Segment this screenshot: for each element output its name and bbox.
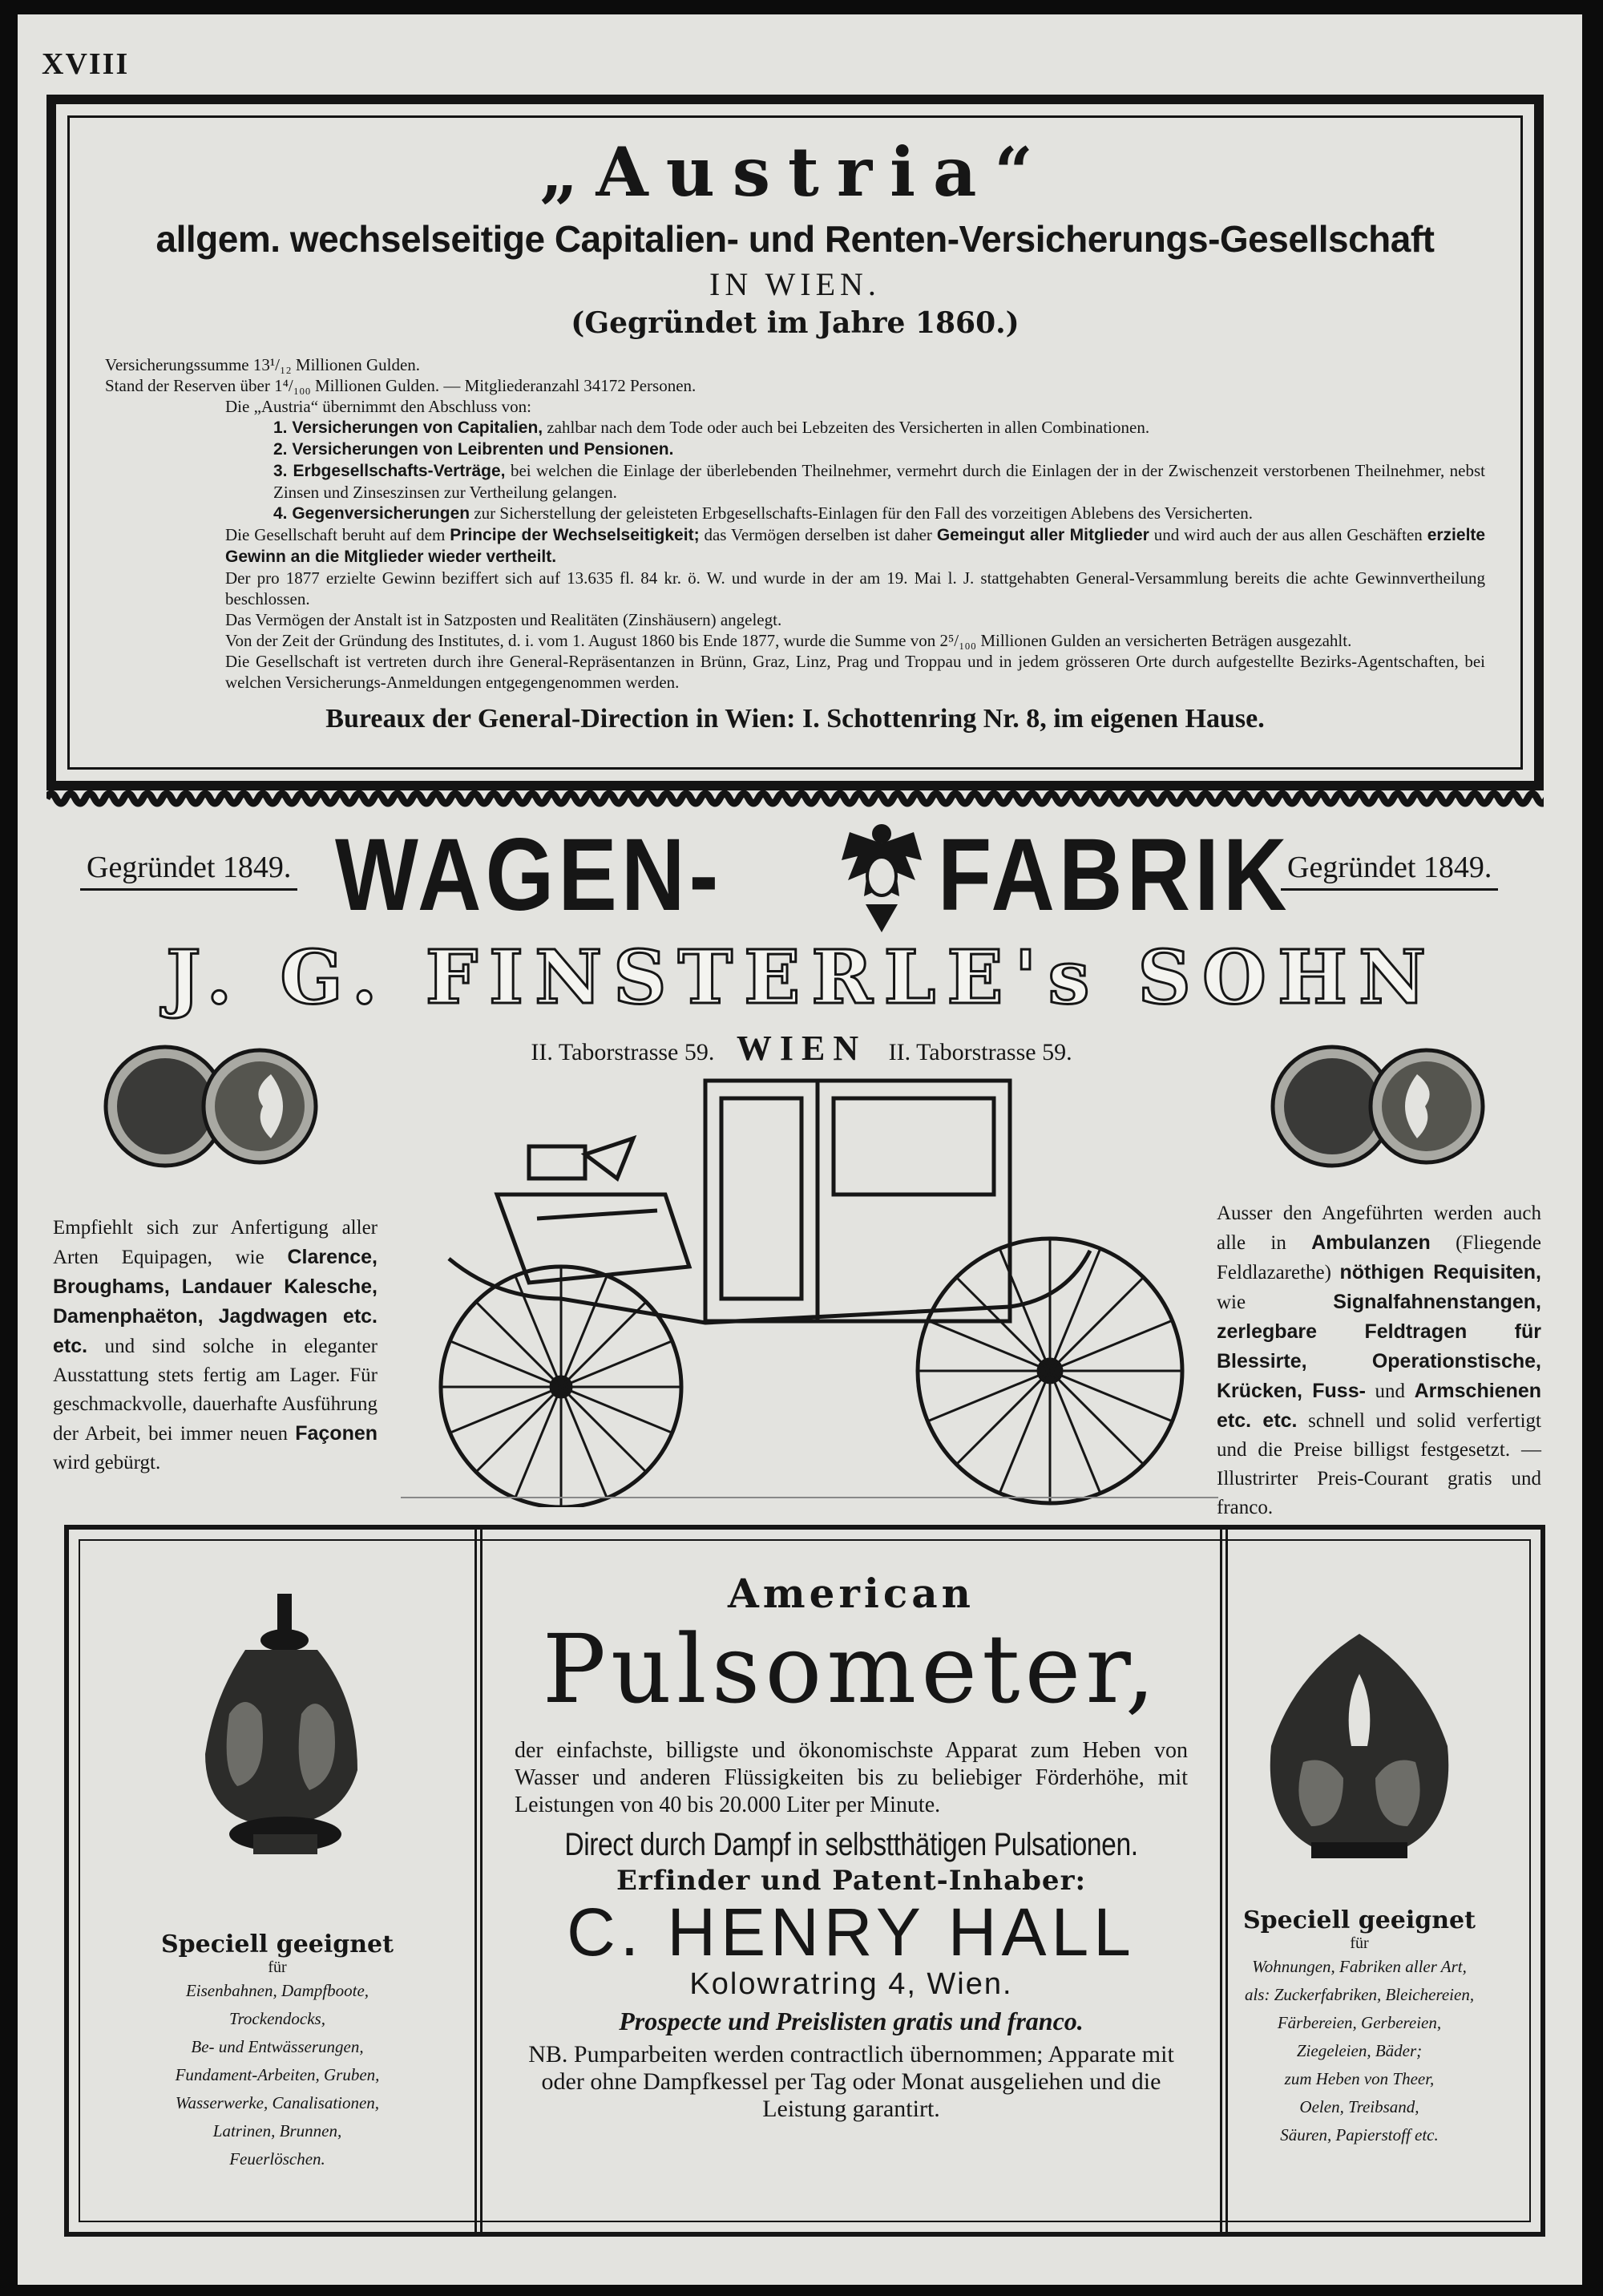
left-text-1: Empfiehlt sich zur Anfertigung aller Arten Equipagen, wie (53, 1217, 378, 1268)
double-eagle-emblem (834, 816, 930, 936)
city-wien: WIEN (736, 1029, 867, 1068)
austria-body (105, 354, 1485, 693)
austria-item-3-head: 3. Erbgesellschafts-Verträge, (273, 462, 506, 480)
austria-para-a-mid: das Vermögen derselben ist daher (704, 525, 932, 544)
pulsometer-pump-right-illustration (1247, 1626, 1472, 1866)
pulsometer-pump-left-illustration (181, 1594, 390, 1858)
right-bold-3: Signalfahnenstangen, zerlegbare Feldtragen für Blessirte, Operationstische, Krücken, Fuss- (1217, 1291, 1541, 1402)
right-bold-4: Armschienen etc. etc. (1217, 1380, 1542, 1432)
austria-line-3: Die „Austria“ übernimmt den Abschluss von: (225, 397, 532, 416)
founded-label-left: Gegründet 1849. (80, 850, 297, 891)
pulsometer-prospecte: Prospecte und Preislisten gratis und franco. (619, 2007, 1084, 2036)
right-use-7: Säuren, Papierstoff etc. (1280, 2125, 1439, 2144)
pulsometer-center-panel (474, 1530, 1228, 2232)
left-text-3: Für geschmackvolle, dauerhafte Ausführung der Arbeit, bei immer neuen (53, 1364, 378, 1445)
austria-bureau-address: Bureaux der General-Direction in Wien: I. Schottenring Nr. 8, im eigenen Hause. (325, 704, 1265, 734)
austria-para-a-text: Die Gesellschaft beruht auf dem (225, 525, 446, 544)
austria-founded: (Gegründet im Jahre 1860.) (571, 306, 1020, 340)
left-use-4: Fundament-Arbeiten, Gruben, (175, 2065, 380, 2084)
right-use-2: als: Zuckerfabriken, Bleichereien, (1244, 1985, 1475, 2004)
carriage-illustration (401, 1058, 1218, 1507)
austria-paragraph-d: Von der Zeit der Gründung des Institutes, d. i. vom 1. August 1860 bis Ende 1877, wurde die Summe von 2⁵/₁₀₀ Millionen Gulden an versicherten Beträgen ausgezahlt. (225, 631, 1352, 650)
austria-paragraph-a (105, 524, 1485, 568)
pulsometer-title: Pulsometer, (542, 1614, 1161, 1724)
austria-name: „Austria“ (539, 132, 1051, 212)
right-speciell-heading: Speciell geeignet (1243, 1906, 1476, 1934)
right-text-3: wie (1217, 1292, 1246, 1313)
right-use-5: zum Heben von Theer, (1284, 2069, 1435, 2088)
left-bold-1: Clarence, Broughams, Landauer Kalesche, Damenphaëton, Jagdwagen etc. etc. (53, 1246, 378, 1357)
founded-label-right: Gegründet 1849. (1281, 850, 1498, 891)
pulsometer-american: American (727, 1570, 975, 1617)
austria-item-3-text: bei welchen die Einlage der überlebenden Theilnehmer, vermehrt durch die Einlagen der in der Zwischenzeit verstorbenen Theilnehmer, nebst Zinsen und Zinseszinsen zur Vertheilung gelangen. (273, 461, 1486, 502)
left-fuer: für (268, 1958, 287, 1976)
austria-item-1-head: 1. Versicherungen von Capitalien, (273, 418, 543, 437)
austria-line-2: Stand der Reserven über 1⁴/₁₀₀ Millionen Gulden. — Mitgliederanzahl 34172 Personen. (105, 376, 697, 395)
austria-item-1 (105, 417, 1485, 439)
austria-item-4 (105, 503, 1485, 524)
pulsometer-advertisement (64, 1525, 1545, 2237)
austria-advertisement (46, 95, 1544, 790)
wavy-divider (46, 789, 1544, 808)
left-use-6: Latrinen, Brunnen, (212, 2121, 342, 2140)
right-text-4: und (1375, 1380, 1406, 1402)
pulsometer-left-uses (109, 1930, 446, 2173)
right-text-1: Ausser den Angeführten werden auch alle in (1217, 1203, 1541, 1254)
austria-item-2-head: 2. Versicherungen von Leibrenten und Pensionen. (273, 440, 674, 459)
austria-para-a-bold-1: Principe der Wechselseitigkeit; (450, 526, 700, 544)
austria-item-3 (105, 460, 1485, 503)
austria-item-1-text: zahlbar nach dem Tode oder auch bei Lebzeiten des Versicherten in allen Combinationen. (547, 418, 1150, 437)
award-medals-right (1270, 1034, 1486, 1178)
left-use-5: Wasserwerke, Canalisationen, (175, 2093, 380, 2112)
right-text-2: (Fliegende Feldlazarethe) (1217, 1232, 1542, 1283)
fabrik-title: FABRIK (938, 818, 1291, 932)
pulsometer-right-uses (1191, 1906, 1528, 2149)
pulsometer-inventor-label: Erfinder und Patent-Inhaber: (616, 1865, 1087, 1897)
right-bold-1: Ambulanzen (1311, 1231, 1431, 1254)
award-medals-left (103, 1034, 319, 1178)
pulsometer-address: Kolowratring 4, Wien. (689, 1967, 1013, 2002)
left-text-2: und sind solche in eleganter Ausstattung stets fertig am Lager. (53, 1336, 378, 1386)
austria-para-a-bold-2: Gemeingut aller Mitglieder (936, 526, 1149, 544)
address-right: II. Taborstrasse 59. (888, 1039, 1072, 1065)
right-fuer: für (1350, 1934, 1369, 1952)
pulsometer-description: der einfachste, billigste und ökonomischste Apparat zum Heben von Wasser und anderen Flüssigkeiten bis zu beliebiger Förderhöhe, mit Leistungen von 40 bis 20.000 Liter per Minute. (515, 1738, 1188, 1817)
austria-line-1: Versicherungssumme 13¹/₁₂ Millionen Gulden. (105, 355, 421, 374)
page-number: XVIII (42, 47, 130, 81)
right-use-4: Ziegeleien, Bäder; (1296, 2041, 1423, 2060)
austria-item-4-text: zur Sicherstellung der geleisteten Erbgesellschafts-Einlagen für den Fall des vorzeitigen Ablebens des Versicherten. (474, 503, 1254, 523)
austria-inner-frame (67, 115, 1523, 770)
right-use-1: Wohnungen, Fabriken aller Art, (1252, 1957, 1467, 1976)
austria-item-4-head: 4. Gegenversicherungen (273, 504, 470, 523)
austria-subtitle: allgem. wechselseitige Capitalien- und Renten-Versicherungs-Gesellschaft (155, 218, 1435, 260)
left-use-3: Be- und Entwässerungen, (191, 2037, 364, 2056)
pulsometer-nb: NB. Pumparbeiten werden contractlich übernommen; Apparate mit oder ohne Dampfkessel per Tag oder Monat ausgeliehen und die Leistung garantirt. (528, 2041, 1174, 2123)
wagen-title: WAGEN- (335, 818, 723, 932)
address-left: II. Taborstrasse 59. (531, 1039, 715, 1065)
austria-paragraph-b: Der pro 1877 erzielte Gewinn beziffert sich auf 13.635 fl. 84 kr. ö. W. und wurde in der am 19. Mai l. J. stattgehabten General-Versammlung bereits die achte Gewinnvertheilung beschlossen. (225, 568, 1485, 608)
austria-para-a-bold-3: erzielte Gewinn an die Mitglieder wieder vertheilt. (225, 526, 1486, 566)
wagen-left-description (53, 1214, 378, 1477)
firm-name: J. G. FINSTERLE's SOHN (165, 934, 1438, 1021)
right-bold-2: nöthigen Requisiten, (1339, 1261, 1541, 1283)
right-use-6: Oelen, Treibsand, (1299, 2097, 1419, 2116)
austria-para-a-end: und wird auch der aus allen Geschäften (1153, 525, 1423, 544)
left-use-1: Eisenbahnen, Dampfboote, (185, 1981, 369, 2000)
pulsometer-direct: Direct durch Dampf in selbstthätigen Pulsationen. (564, 1827, 1138, 1862)
pulsometer-inventor-name: C. HENRY HALL (567, 1894, 1136, 1970)
left-bold-2: Façonen (295, 1422, 378, 1445)
left-text-4: wird gebürgt. (53, 1452, 161, 1473)
left-speciell-heading: Speciell geeignet (161, 1930, 394, 1958)
austria-city: IN WIEN. (709, 266, 881, 302)
austria-paragraph-e: Die Gesellschaft ist vertreten durch ihre General-Repräsentanzen in Brünn, Graz, Linz, Prag und Troppau und in jedem grösseren Orte durch aufgestellte Bezirks-Agentschaften, bei welchen Versicherungs-Anmeldungen entgegengenommen werden. (225, 652, 1485, 692)
right-text-5: schnell und solid verfertigt und die Preise billigst festgesetzt. — Illustrirter Preis-Courant gratis und franco. (1217, 1410, 1541, 1518)
left-use-7: Feuerlöschen. (229, 2149, 325, 2169)
austria-paragraph-c: Das Vermögen der Anstalt ist in Satzposten und Realitäten (Zinshäusern) angelegt. (225, 610, 782, 629)
left-use-2: Trockendocks, (229, 2009, 325, 2028)
wagen-right-description (1217, 1199, 1541, 1522)
austria-item-2 (105, 439, 1485, 460)
right-use-3: Färbereien, Gerbereien, (1277, 2013, 1442, 2032)
